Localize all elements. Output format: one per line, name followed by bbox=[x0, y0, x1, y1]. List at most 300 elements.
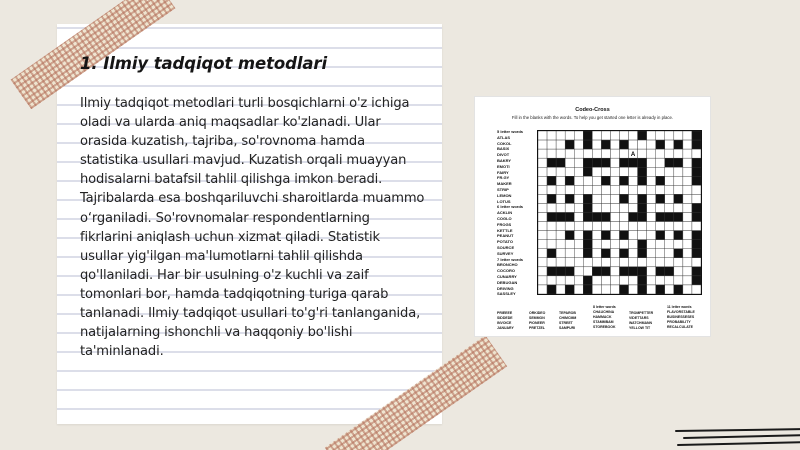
crossword-block-cell bbox=[692, 176, 701, 185]
word-item: ACKLIN bbox=[497, 210, 513, 216]
word-item: CUNARRY bbox=[497, 273, 517, 279]
crossword-cell bbox=[692, 149, 701, 158]
word-item: STREET bbox=[559, 321, 573, 326]
crossword-block-cell bbox=[601, 158, 610, 167]
word-item: TROMPETTER bbox=[629, 311, 654, 315]
crossword-cell bbox=[620, 149, 629, 158]
crossword-cell bbox=[683, 158, 692, 167]
crossword-block-cell bbox=[692, 231, 701, 240]
crossword-cell bbox=[665, 249, 674, 258]
crossword-cell bbox=[538, 267, 547, 276]
crossword-cell bbox=[656, 149, 665, 158]
word-item: PROBABILITY bbox=[667, 320, 691, 325]
crossword-cell bbox=[565, 222, 574, 231]
crossword-cell bbox=[592, 203, 601, 212]
crossword-cell bbox=[556, 240, 565, 249]
crossword-cell bbox=[556, 231, 565, 240]
word-item: MAKER bbox=[497, 181, 512, 187]
crossword-cell bbox=[547, 149, 556, 158]
crossword-cell bbox=[610, 240, 619, 249]
crossword-cell bbox=[601, 285, 610, 294]
crossword-block-cell bbox=[601, 267, 610, 276]
crossword-block-cell bbox=[629, 213, 638, 222]
crossword-cell bbox=[538, 213, 547, 222]
crossword-cell bbox=[665, 149, 674, 158]
crossword-cell bbox=[556, 176, 565, 185]
crossword-block-cell bbox=[692, 158, 701, 167]
crossword-cell bbox=[629, 131, 638, 140]
crossword-block-cell bbox=[665, 158, 674, 167]
crossword-block-cell bbox=[583, 131, 592, 140]
word-item: POTATO bbox=[497, 239, 513, 245]
crossword-cell bbox=[647, 213, 656, 222]
crossword-block-cell bbox=[620, 249, 629, 258]
crossword-cell bbox=[683, 149, 692, 158]
crossword-cell bbox=[556, 140, 565, 149]
crossword-cell bbox=[601, 149, 610, 158]
word-item: HAMMACK bbox=[593, 315, 612, 320]
crossword-block-cell bbox=[665, 213, 674, 222]
crossword-cell bbox=[674, 149, 683, 158]
crossword-cell bbox=[583, 222, 592, 231]
crossword-cell bbox=[656, 167, 665, 176]
word-item: BRONCHO bbox=[497, 262, 518, 268]
word-item: FROGS bbox=[497, 221, 512, 227]
crossword-block-cell bbox=[638, 158, 647, 167]
crossword-word-list-bottom bbox=[497, 311, 514, 331]
crossword-cell bbox=[610, 176, 619, 185]
crossword-cell bbox=[538, 231, 547, 240]
crossword-block-cell bbox=[620, 176, 629, 185]
crossword-cell bbox=[647, 158, 656, 167]
crossword-cell bbox=[538, 203, 547, 212]
word-group-header: 5 letter words bbox=[497, 129, 524, 134]
crossword-cell bbox=[665, 231, 674, 240]
crossword-cell bbox=[565, 249, 574, 258]
crossword-block-cell bbox=[601, 231, 610, 240]
crossword-cell bbox=[556, 285, 565, 294]
crossword-block-cell bbox=[592, 267, 601, 276]
crossword-cell bbox=[547, 240, 556, 249]
crossword-cell bbox=[592, 149, 601, 158]
crossword-given-letter: A bbox=[630, 151, 636, 158]
crossword-cell bbox=[647, 231, 656, 240]
crossword-cell bbox=[538, 249, 547, 258]
crossword-cell bbox=[574, 222, 583, 231]
word-item: SOURCE bbox=[497, 244, 515, 250]
crossword-cell bbox=[629, 231, 638, 240]
word-item: BUSINESSESES bbox=[667, 315, 695, 320]
crossword-block-cell bbox=[565, 140, 574, 149]
crossword-cell bbox=[592, 240, 601, 249]
crossword-block-cell bbox=[620, 267, 629, 276]
crossword-block-cell bbox=[656, 176, 665, 185]
crossword-block-cell bbox=[547, 267, 556, 276]
crossword-grid-svg bbox=[538, 131, 701, 294]
word-item: FAIRY bbox=[497, 169, 509, 175]
crossword-block-cell bbox=[547, 249, 556, 258]
crossword-cell bbox=[565, 185, 574, 194]
crossword-cell bbox=[683, 213, 692, 222]
crossword-cell bbox=[565, 149, 574, 158]
word-item: LOTUS bbox=[497, 198, 511, 204]
crossword-cell bbox=[592, 222, 601, 231]
crossword-cell bbox=[538, 176, 547, 185]
crossword-cell bbox=[556, 149, 565, 158]
crossword-cell bbox=[629, 240, 638, 249]
crossword-cell bbox=[620, 131, 629, 140]
crossword-cell bbox=[692, 258, 701, 267]
crossword-cell bbox=[574, 185, 583, 194]
crossword-cell bbox=[610, 158, 619, 167]
crossword-block-cell bbox=[692, 213, 701, 222]
crossword-word-list-bottom bbox=[667, 305, 695, 330]
word-item: DRIVING bbox=[497, 285, 514, 291]
word-item: ORKIDEO bbox=[529, 311, 546, 315]
crossword-cell bbox=[656, 240, 665, 249]
crossword-cell bbox=[674, 276, 683, 285]
word-group-header: 6 letter words bbox=[497, 204, 524, 210]
crossword-block-cell bbox=[547, 194, 556, 203]
word-item: PEANUT bbox=[497, 233, 514, 239]
word-item: BAKRY bbox=[497, 157, 512, 163]
crossword-cell bbox=[547, 231, 556, 240]
crossword-block-cell bbox=[556, 158, 565, 167]
crossword-cell bbox=[629, 222, 638, 231]
crossword-block-cell bbox=[656, 231, 665, 240]
crossword-cell bbox=[574, 285, 583, 294]
crossword-cell bbox=[674, 240, 683, 249]
crossword-cell bbox=[547, 276, 556, 285]
crossword-block-cell bbox=[620, 140, 629, 149]
crossword-cell bbox=[592, 231, 601, 240]
crossword-block-cell bbox=[638, 213, 647, 222]
crossword-cell bbox=[683, 185, 692, 194]
crossword-grid bbox=[537, 130, 702, 295]
crossword-cell bbox=[547, 185, 556, 194]
crossword-block-cell bbox=[583, 203, 592, 212]
crossword-block-cell bbox=[620, 285, 629, 294]
crossword-cell bbox=[592, 249, 601, 258]
crossword-cell bbox=[674, 203, 683, 212]
crossword-cell bbox=[601, 185, 610, 194]
word-item: YELLOW TIT bbox=[629, 326, 651, 331]
crossword-block-cell bbox=[547, 285, 556, 294]
crossword-cell bbox=[610, 213, 619, 222]
crossword-cell bbox=[574, 131, 583, 140]
word-item: SURVEY bbox=[497, 250, 514, 256]
crossword-cell bbox=[674, 222, 683, 231]
crossword-cell bbox=[665, 276, 674, 285]
crossword-word-list-left bbox=[497, 129, 537, 297]
crossword-cell bbox=[574, 249, 583, 258]
crossword-block-cell bbox=[638, 176, 647, 185]
crossword-cell bbox=[674, 267, 683, 276]
crossword-word-list-bottom bbox=[593, 305, 616, 330]
word-item: FR.GY bbox=[497, 175, 510, 181]
crossword-cell bbox=[620, 258, 629, 267]
crossword-block-cell bbox=[656, 140, 665, 149]
crossword-cell bbox=[583, 176, 592, 185]
crossword-cell bbox=[683, 231, 692, 240]
crossword-block-cell bbox=[692, 276, 701, 285]
word-item: LEMON bbox=[497, 192, 512, 198]
word-item: DEBUGAN bbox=[497, 279, 518, 285]
crossword-cell bbox=[592, 285, 601, 294]
crossword-cell bbox=[556, 185, 565, 194]
crossword-cell bbox=[665, 167, 674, 176]
crossword-cell bbox=[656, 131, 665, 140]
crossword-cell bbox=[610, 203, 619, 212]
crossword-cell bbox=[610, 258, 619, 267]
crossword-block-cell bbox=[620, 194, 629, 203]
decorative-lines bbox=[674, 422, 800, 448]
crossword-cell bbox=[592, 258, 601, 267]
crossword-cell bbox=[538, 131, 547, 140]
crossword-cell bbox=[683, 249, 692, 258]
crossword-block-cell bbox=[565, 231, 574, 240]
crossword-cell bbox=[656, 158, 665, 167]
crossword-cell bbox=[665, 131, 674, 140]
crossword-cell bbox=[647, 267, 656, 276]
crossword-block-cell bbox=[547, 213, 556, 222]
crossword-cell bbox=[620, 203, 629, 212]
crossword-block-cell bbox=[638, 240, 647, 249]
word-item: FLAVORSTABLE bbox=[667, 310, 695, 315]
word-item: STOREBOOK bbox=[593, 325, 616, 330]
crossword-cell bbox=[556, 131, 565, 140]
crossword-instructions: Fill in the blanks with the words. To help you get started one letter is already in place. bbox=[511, 115, 674, 120]
crossword-cell bbox=[683, 240, 692, 249]
crossword-cell bbox=[610, 149, 619, 158]
crossword-block-cell bbox=[692, 167, 701, 176]
crossword-cell bbox=[574, 176, 583, 185]
crossword-cell bbox=[592, 131, 601, 140]
crossword-cell bbox=[565, 131, 574, 140]
crossword-block-cell bbox=[674, 249, 683, 258]
crossword-cell bbox=[610, 140, 619, 149]
crossword-cell bbox=[665, 240, 674, 249]
word-item: STRIP bbox=[497, 186, 509, 192]
crossword-cell bbox=[556, 258, 565, 267]
crossword-block-cell bbox=[583, 194, 592, 203]
crossword-cell bbox=[565, 276, 574, 285]
crossword-cell bbox=[592, 140, 601, 149]
crossword-cell bbox=[629, 203, 638, 212]
crossword-cell bbox=[610, 267, 619, 276]
crossword-cell bbox=[647, 140, 656, 149]
crossword-block-cell bbox=[638, 267, 647, 276]
crossword-cell bbox=[583, 267, 592, 276]
crossword-cell bbox=[574, 231, 583, 240]
word-item: PRIEEEE bbox=[497, 311, 513, 315]
crossword-block-cell bbox=[565, 285, 574, 294]
crossword-cell bbox=[629, 285, 638, 294]
word-item: SASSLEY bbox=[497, 291, 516, 297]
crossword-cell bbox=[683, 176, 692, 185]
crossword-cell bbox=[692, 185, 701, 194]
crossword-cell bbox=[610, 249, 619, 258]
crossword-cell bbox=[620, 185, 629, 194]
crossword-block-cell bbox=[692, 240, 701, 249]
crossword-cell bbox=[574, 167, 583, 176]
crossword-word-list-bottom bbox=[629, 311, 653, 331]
crossword-block-cell bbox=[583, 140, 592, 149]
crossword-cell bbox=[647, 149, 656, 158]
crossword-block-cell bbox=[692, 131, 701, 140]
crossword-image bbox=[474, 96, 711, 337]
crossword-cell bbox=[547, 258, 556, 267]
crossword-block-cell bbox=[674, 231, 683, 240]
crossword-cell bbox=[592, 185, 601, 194]
crossword-cell bbox=[656, 276, 665, 285]
crossword-cell bbox=[674, 131, 683, 140]
crossword-cell bbox=[538, 194, 547, 203]
crossword-cell bbox=[683, 276, 692, 285]
crossword-cell bbox=[601, 276, 610, 285]
crossword-block-cell bbox=[674, 140, 683, 149]
crossword-cell bbox=[683, 167, 692, 176]
crossword-cell bbox=[647, 131, 656, 140]
crossword-block-cell bbox=[583, 240, 592, 249]
crossword-cell bbox=[638, 140, 647, 149]
crossword-block-cell bbox=[601, 213, 610, 222]
crossword-cell bbox=[574, 158, 583, 167]
crossword-cell bbox=[565, 203, 574, 212]
crossword-cell bbox=[692, 285, 701, 294]
crossword-cell bbox=[583, 258, 592, 267]
crossword-cell bbox=[665, 285, 674, 294]
crossword-block-cell bbox=[638, 276, 647, 285]
crossword-cell bbox=[647, 167, 656, 176]
crossword-block-cell bbox=[629, 158, 638, 167]
crossword-cell bbox=[538, 276, 547, 285]
crossword-cell bbox=[610, 194, 619, 203]
crossword-cell bbox=[638, 258, 647, 267]
crossword-block-cell bbox=[665, 267, 674, 276]
word-item: BASIX bbox=[497, 146, 510, 152]
crossword-block-cell bbox=[592, 213, 601, 222]
crossword-cell bbox=[610, 222, 619, 231]
crossword-cell bbox=[656, 258, 665, 267]
crossword-cell bbox=[683, 258, 692, 267]
crossword-block-cell bbox=[629, 267, 638, 276]
crossword-block-cell bbox=[656, 267, 665, 276]
crossword-block-cell bbox=[565, 176, 574, 185]
crossword-block-cell bbox=[601, 249, 610, 258]
crossword-cell bbox=[683, 222, 692, 231]
crossword-cell bbox=[574, 194, 583, 203]
crossword-block-cell bbox=[692, 203, 701, 212]
word-item: SEMMON bbox=[529, 316, 545, 321]
word-group-header: 8 letter words bbox=[593, 305, 616, 309]
crossword-cell bbox=[574, 140, 583, 149]
crossword-block-cell bbox=[692, 267, 701, 276]
crossword-cell bbox=[610, 285, 619, 294]
crossword-block-cell bbox=[601, 140, 610, 149]
crossword-block-cell bbox=[583, 276, 592, 285]
crossword-cell bbox=[538, 285, 547, 294]
crossword-cell bbox=[647, 185, 656, 194]
crossword-title: Codeo-Cross bbox=[575, 107, 610, 113]
crossword-cell bbox=[629, 249, 638, 258]
word-item: RECALCULATE bbox=[667, 325, 693, 330]
crossword-cell bbox=[547, 131, 556, 140]
crossword-cell bbox=[601, 240, 610, 249]
crossword-cell bbox=[656, 185, 665, 194]
crossword-block-cell bbox=[583, 158, 592, 167]
crossword-cell bbox=[601, 258, 610, 267]
crossword-cell bbox=[601, 131, 610, 140]
word-item: DIVOT bbox=[497, 152, 510, 158]
crossword-cell bbox=[656, 222, 665, 231]
crossword-cell bbox=[610, 167, 619, 176]
crossword-cell bbox=[638, 149, 647, 158]
crossword-cell bbox=[565, 258, 574, 267]
word-item: CHAUCHINA bbox=[593, 310, 615, 315]
crossword-cell bbox=[574, 203, 583, 212]
crossword-word-list-bottom bbox=[559, 311, 576, 331]
crossword-block-cell bbox=[638, 203, 647, 212]
crossword-block-cell bbox=[565, 194, 574, 203]
crossword-block-cell bbox=[583, 167, 592, 176]
crossword-cell bbox=[665, 203, 674, 212]
crossword-block-cell bbox=[638, 131, 647, 140]
crossword-cell bbox=[547, 140, 556, 149]
crossword-cell bbox=[574, 258, 583, 267]
crossword-block-cell bbox=[547, 176, 556, 185]
word-item: KETTLE bbox=[497, 227, 513, 233]
crossword-cell bbox=[574, 276, 583, 285]
crossword-block-cell bbox=[656, 194, 665, 203]
crossword-cell bbox=[638, 231, 647, 240]
crossword-cell bbox=[647, 222, 656, 231]
word-item: SIDDEDE bbox=[497, 316, 513, 321]
slide-body-text: Ilmiy tadqiqot metodlari turli bosqichlarni o'z ichiga oladi va ularda aniq maqsadlar ko'zlanadi. Ular orasida kuzatish, tajriba, so'rovnoma hamda statistika usullari mavjud. Kuzatish orqali muayyan hodisalarni batafsil tahlil qilishga imkon beradi. Tajribalarda esa boshqariluvchi sharoitlarda muammo o‘rganiladi. So'rovnomalar respondentlarning fikrlarini aniqlash uchun xizmat qiladi. Statistik usullar yig'ilgan ma'lumotlarni tahlil qilishda qo'llaniladi. Har bir usulning o'z kuchli va zaif tomonlari bor, hamda tadqiqotning turiga qarab tanlanadi. Ilmiy tadqiqot usullari to'g'ri tanlanganida, natijalarning ishonchli va haqqoniy bo'lishi ta'minlanadi. bbox=[80, 96, 425, 360]
crossword-cell bbox=[556, 249, 565, 258]
crossword-cell bbox=[538, 140, 547, 149]
crossword-cell bbox=[683, 203, 692, 212]
crossword-cell bbox=[665, 176, 674, 185]
crossword-block-cell bbox=[638, 194, 647, 203]
crossword-block-cell bbox=[638, 249, 647, 258]
crossword-cell bbox=[629, 185, 638, 194]
crossword-cell bbox=[574, 213, 583, 222]
crossword-cell bbox=[665, 194, 674, 203]
crossword-cell bbox=[601, 203, 610, 212]
crossword-cell bbox=[683, 267, 692, 276]
crossword-cell bbox=[538, 240, 547, 249]
crossword-cell bbox=[547, 203, 556, 212]
crossword-cell bbox=[574, 240, 583, 249]
crossword-cell bbox=[629, 194, 638, 203]
crossword-cell bbox=[683, 131, 692, 140]
crossword-block-cell bbox=[601, 176, 610, 185]
crossword-cell bbox=[583, 185, 592, 194]
crossword-block-cell bbox=[592, 158, 601, 167]
crossword-block-cell bbox=[674, 194, 683, 203]
crossword-block-cell bbox=[674, 158, 683, 167]
crossword-block-cell bbox=[656, 285, 665, 294]
word-item: INVOICE bbox=[497, 321, 512, 326]
crossword-cell bbox=[556, 222, 565, 231]
crossword-cell bbox=[601, 194, 610, 203]
crossword-cell bbox=[665, 140, 674, 149]
crossword-cell bbox=[620, 213, 629, 222]
crossword-cell bbox=[638, 185, 647, 194]
crossword-block-cell bbox=[547, 158, 556, 167]
crossword-cell bbox=[538, 185, 547, 194]
